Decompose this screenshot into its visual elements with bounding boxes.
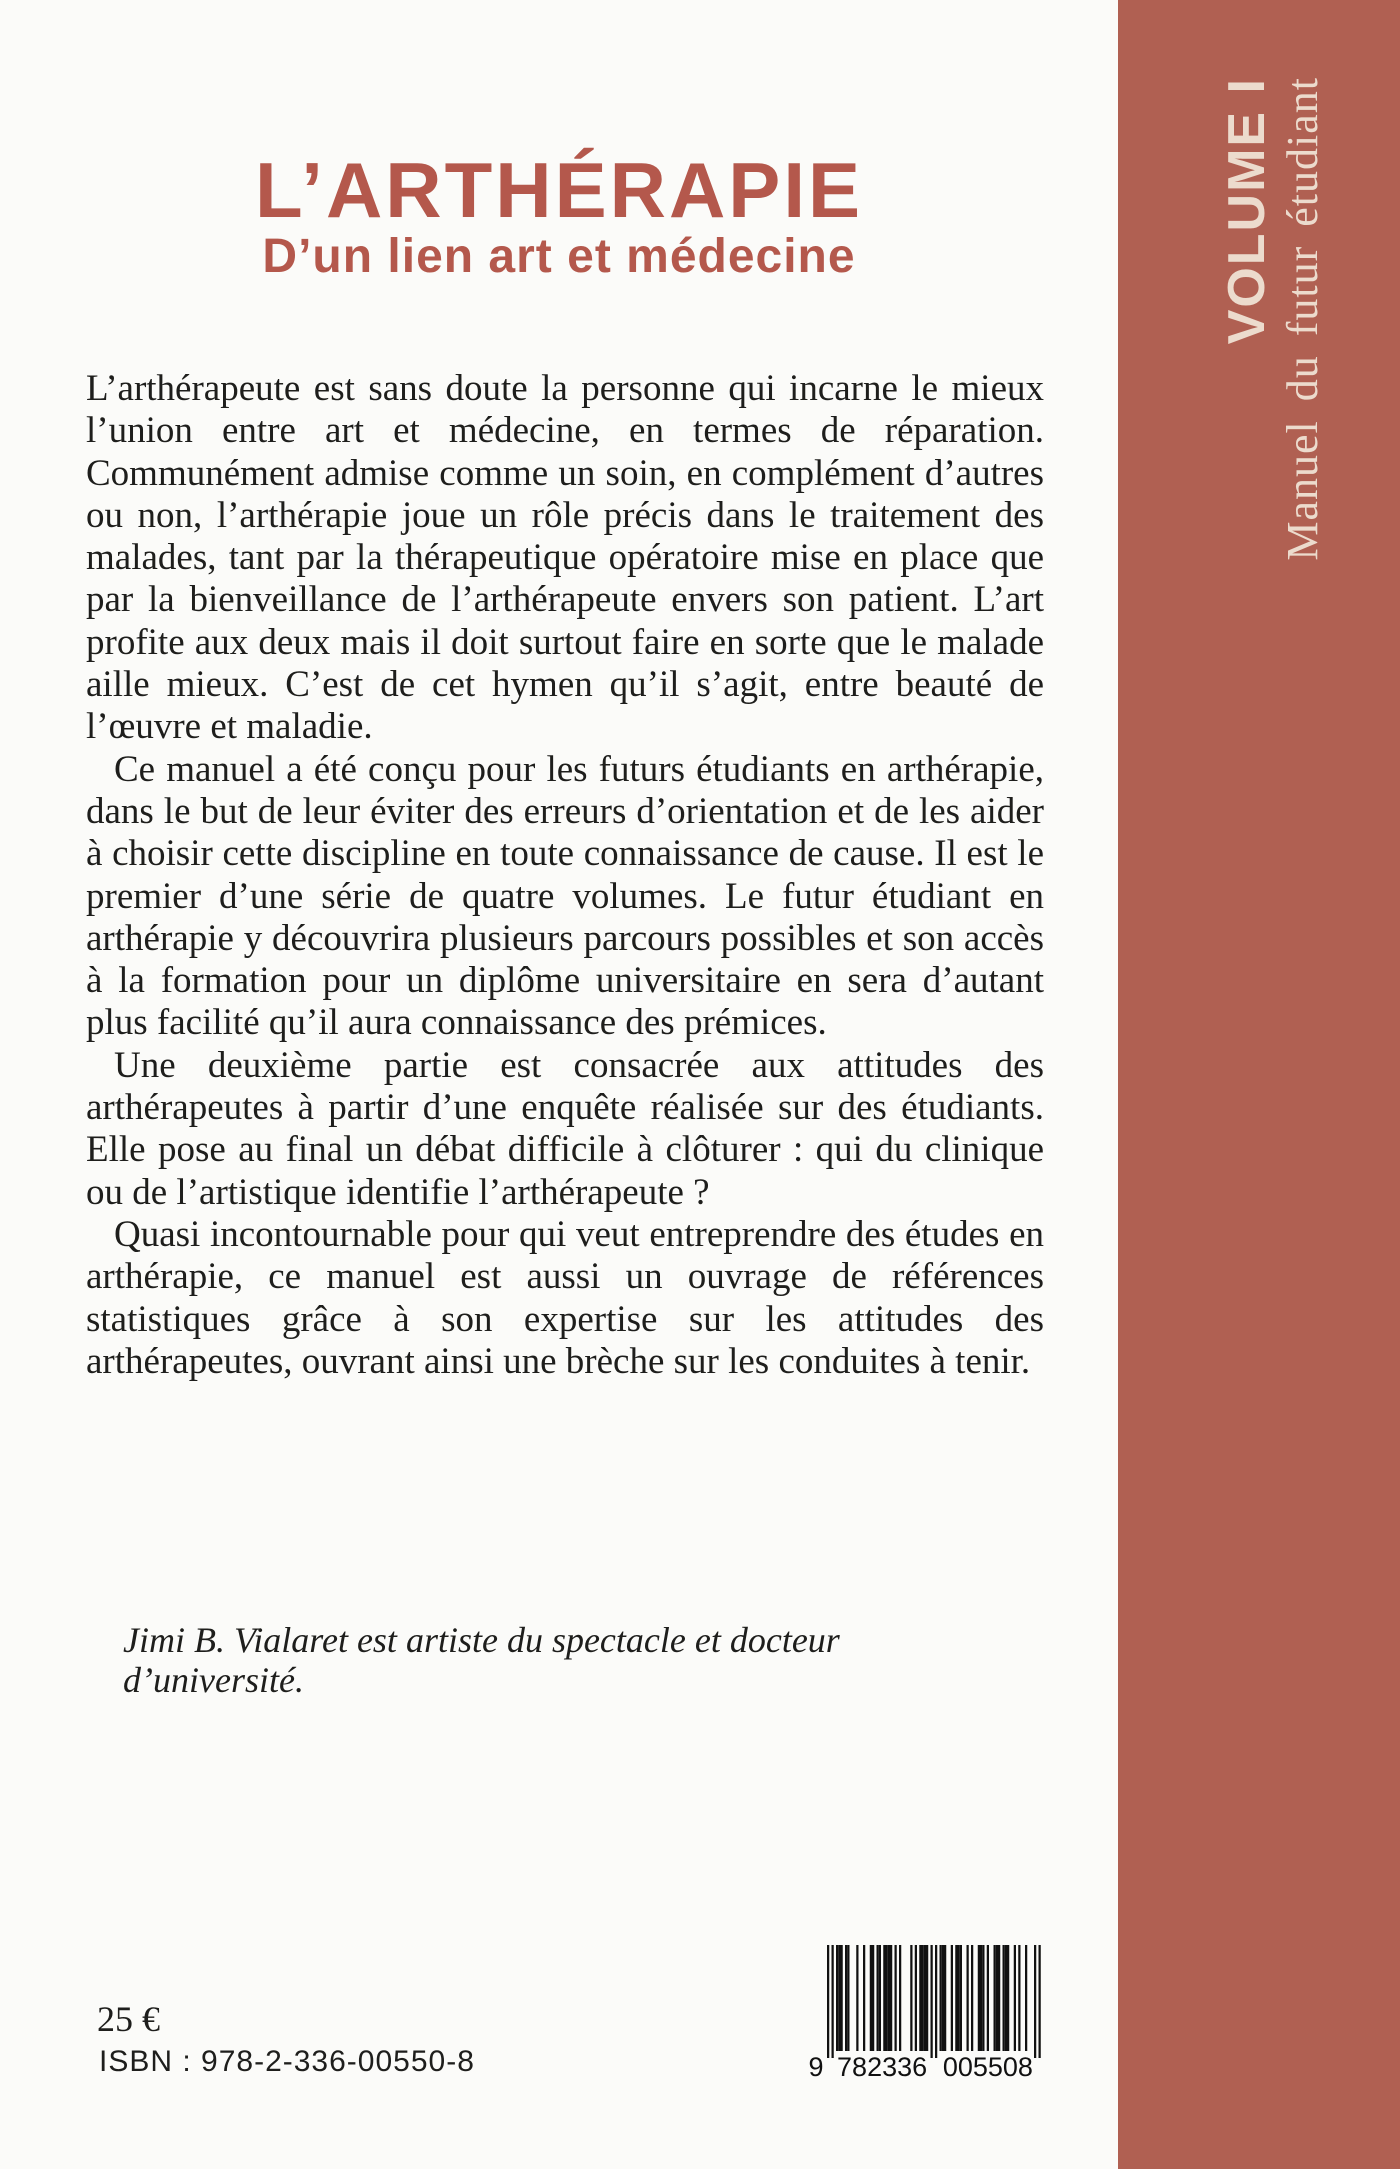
book-subtitle: D’un lien art et médecine: [262, 229, 856, 283]
body-paragraph: Quasi incontournable pour qui veut entreprendre des études en arthérapie, ce manuel est aussi un ouvrage de références statistiques grâce à son expertise sur les attitudes des arthérapeutes, ouvrant ainsi une brèche sur les conduites à tenir.: [86, 1213, 1044, 1382]
body-paragraph: L’arthérapeute est sans doute la personne qui incarne le mieux l’union entre art et médecine, en termes de réparation. Communément admise comme un soin, en complément d’autres ou non, l’arthérapie joue un rôle précis dans le traitement des malades, tant par la thérapeutique opératoire mise en place que par la bienveillance de l’arthérapeute envers son patient. L’art profite aux deux mais il doit surtout faire en sorte que le malade aille mieux. C’est de cet hymen qu’il s’agit, entre beauté de l’œuvre et maladie.: [86, 368, 1044, 748]
body-paragraph: Une deuxième partie est consacrée aux attitudes des arthérapeutes à partir d’une enquête réalisée sur des étudiants. Elle pose au final un débat difficile à clôturer : qui du clinique ou de l’artistique identifie l’arthérapeute ?: [86, 1044, 1044, 1213]
spine-volume-label: VOLUME I: [1218, 77, 1276, 345]
isbn-label: ISBN : 978-2-336-00550-8: [99, 2045, 475, 2078]
svg-text:9: 9: [808, 2052, 824, 2081]
svg-text:782336: 782336: [837, 2052, 928, 2081]
book-title: L’ARTHÉRAPIE: [254, 146, 864, 235]
body-paragraph: Ce manuel a été conçu pour les futurs étudiants en arthérapie, dans le but de leur éviter des erreurs d’orientation et de les aider à choisir cette discipline en toute connaissance de cause. Il est le premier d’une série de quatre volumes. Le futur étudiant en arthérapie y découvrira plusieurs parcours possibles et son accès à la formation pour un diplôme universitaire en sera d’autant plus facilité qu’il aura connaissance des prémices.: [86, 748, 1044, 1044]
spine-text: [1219, 77, 1330, 597]
price-label: 25 €: [97, 1999, 160, 2039]
ean13-barcode: [808, 1945, 1044, 2081]
spine-band: [1118, 0, 1400, 2169]
spine-series-label: Manuel du futur étudiant: [1278, 77, 1327, 561]
back-cover-text: [86, 368, 1044, 1383]
author-note: Jimi B. Vialaret est artiste du spectacle et docteur d’université.: [123, 1620, 840, 1700]
svg-text:005508: 005508: [942, 2052, 1033, 2081]
barcode-bars: [808, 1945, 1044, 2081]
